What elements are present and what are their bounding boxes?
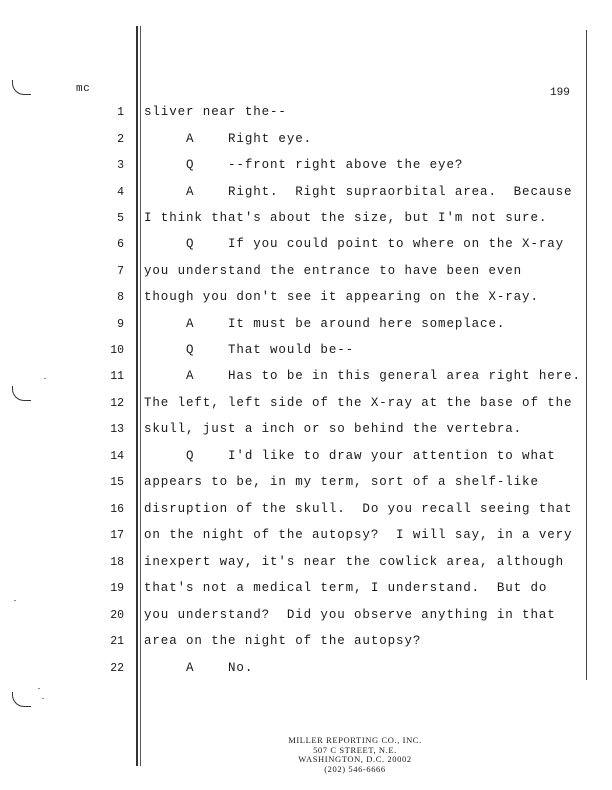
line-number: 2	[117, 133, 124, 146]
right-margin-rule	[586, 30, 587, 680]
transcript-line: A Right. Right supraorbital area. Because	[144, 185, 573, 199]
transcript-line: inexpert way, it's near the cowlick area, although	[144, 555, 565, 569]
line-number: 22	[110, 662, 124, 675]
line-number: 16	[110, 503, 124, 516]
scan-speck	[38, 688, 40, 689]
binder-hole-mark-top	[12, 80, 31, 95]
reporter-initials: mc	[76, 83, 91, 95]
line-number: 9	[117, 318, 124, 331]
line-number: 20	[110, 609, 124, 622]
left-margin-rule-inner	[140, 26, 141, 766]
line-number: 21	[110, 635, 124, 648]
line-number: 10	[110, 344, 124, 357]
line-number: 1	[117, 106, 124, 119]
transcript-line: sliver near the--	[144, 105, 287, 119]
transcript-line: disruption of the skull. Do you recall seeing that	[144, 502, 573, 516]
transcript-line: Q If you could point to where on the X-ray	[144, 237, 565, 251]
transcript-line: A Right eye.	[144, 132, 313, 146]
line-number: 7	[117, 265, 124, 278]
page-number: 199	[550, 87, 570, 99]
transcript-line: you understand the entrance to have been even	[144, 264, 523, 278]
line-number: 6	[117, 238, 124, 251]
transcript-line: Q That would be--	[144, 343, 355, 357]
transcript-line: A Has to be in this general area right here.	[144, 369, 581, 383]
transcript-line: I think that's about the size, but I'm not sure.	[144, 211, 548, 225]
line-number: 11	[110, 370, 124, 383]
transcript-line: though you don't see it appearing on the X-ray.	[144, 290, 539, 304]
line-number: 4	[117, 186, 124, 199]
transcript-line: appears to be, in my term, sort of a shelf-like	[144, 475, 539, 489]
binder-hole-mark-middle	[12, 386, 31, 401]
binder-hole-mark-bottom	[12, 692, 31, 707]
line-number: 18	[110, 556, 124, 569]
scan-speck	[42, 698, 44, 699]
line-number: 3	[117, 159, 124, 172]
left-margin-rule	[136, 26, 138, 766]
transcript-line: on the night of the autopsy? I will say, in a very	[144, 528, 573, 542]
line-number: 8	[117, 291, 124, 304]
transcript-line: you understand? Did you observe anything in that	[144, 608, 556, 622]
line-number: 12	[110, 397, 124, 410]
footer-firm-name: MILLER REPORTING CO., INC.	[288, 735, 422, 745]
transcript-line: skull, just a inch or so behind the vertebra.	[144, 422, 523, 436]
line-number: 19	[110, 582, 124, 595]
footer-street: 507 C STREET, N.E.	[313, 744, 397, 755]
footer-city: WASHINGTON, D.C. 20002	[298, 754, 412, 764]
line-number: 14	[110, 450, 124, 463]
transcript-line: A It must be around here someplace.	[144, 317, 506, 331]
transcript-line: that's not a medical term, I understand. But do	[144, 581, 548, 595]
transcript-line: area on the night of the autopsy?	[144, 634, 422, 648]
reporting-company-footer	[230, 736, 480, 774]
line-number: 15	[110, 476, 124, 489]
transcript-line: A No.	[144, 661, 254, 675]
line-number: 13	[110, 423, 124, 436]
line-number: 5	[117, 212, 124, 225]
transcript-line: Q --front right above the eye?	[144, 158, 464, 172]
transcript-line: The left, left side of the X-ray at the base of the	[144, 396, 573, 410]
line-number: 17	[110, 529, 124, 542]
scan-speck	[44, 378, 46, 379]
scan-speck	[14, 600, 16, 601]
transcript-line: Q I'd like to draw your attention to what	[144, 449, 556, 463]
footer-phone: (202) 546-6666	[324, 763, 386, 774]
